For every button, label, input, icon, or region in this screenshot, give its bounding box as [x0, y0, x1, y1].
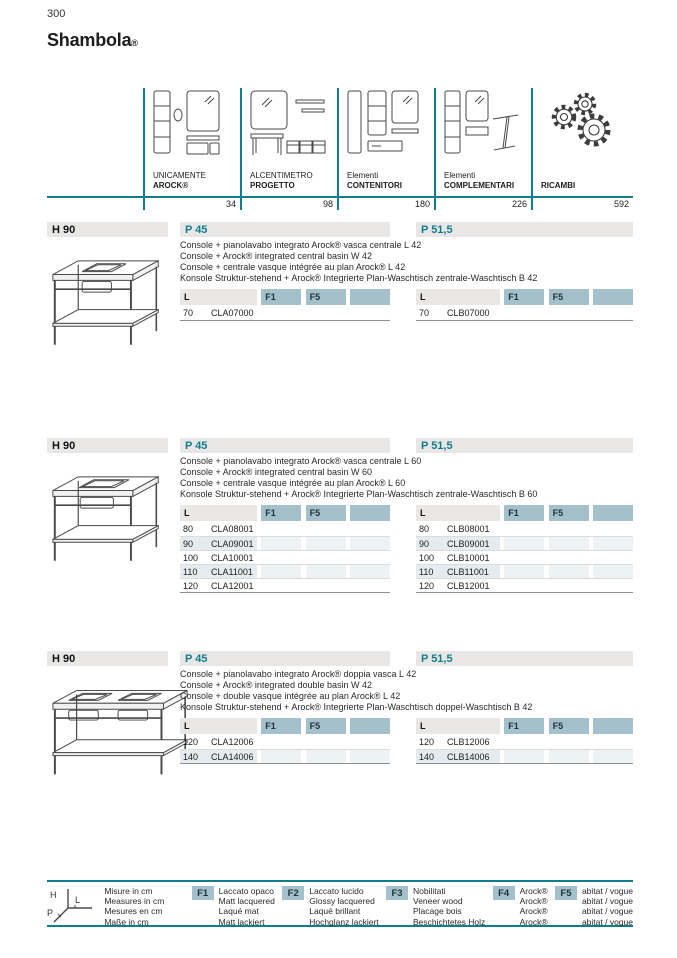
- size-code-table-p45: [180, 505, 390, 593]
- f1-cell: [504, 579, 544, 592]
- table-header-row: [180, 505, 390, 521]
- blank-cell: [350, 306, 390, 320]
- axis-label-l: L: [75, 895, 81, 905]
- size-value: 100: [183, 552, 199, 563]
- col-header-f1: F1: [504, 505, 544, 521]
- blank-cell: [593, 750, 633, 763]
- f5-cell: [549, 579, 589, 592]
- finish-line: abitat / vogue: [581, 896, 633, 907]
- table-row: [416, 536, 633, 550]
- table-header-row: [416, 718, 633, 734]
- table-row: [416, 550, 633, 564]
- finish-line: Laccato opaco: [218, 886, 274, 896]
- product-code: CLB14006: [447, 751, 490, 762]
- finish-f5: [555, 886, 633, 927]
- description-de: Konsole Struktur-stehend + Arock® Integrierte Plan-Waschtisch doppel-Waschtisch B 42: [180, 702, 533, 712]
- product-code: CLA11001: [211, 566, 253, 577]
- depth-515-header: P 51,5: [416, 438, 633, 453]
- finish-line: Matt lacquered: [218, 896, 275, 907]
- col-header-f5: F5: [549, 718, 589, 734]
- size-code-table-p45: [180, 289, 390, 321]
- f1-cell: [261, 537, 301, 550]
- f5-cell: [306, 522, 346, 536]
- table-row: [416, 578, 633, 592]
- index-item-ricambi[interactable]: [531, 88, 633, 210]
- table-header-row: [416, 505, 633, 521]
- measures-en: Measures in cm: [104, 896, 165, 907]
- f5-cell: [306, 537, 346, 550]
- product-code: CLA12006: [211, 737, 254, 747]
- finish-line: Matt lackiert: [218, 916, 265, 927]
- index-label-line2: RICAMBI: [541, 180, 576, 190]
- col-header-f5: F5: [306, 289, 346, 305]
- col-header-blank: [593, 289, 633, 305]
- description-en: Console + Arock® integrated central basin W 42: [180, 251, 372, 261]
- table-row: [180, 564, 390, 578]
- blank-cell: [350, 579, 390, 592]
- catalog-index-strip: [47, 88, 633, 210]
- product-code: CLA14006: [211, 751, 254, 762]
- col-header-f1: F1: [504, 289, 544, 305]
- f1-cell: [261, 735, 301, 749]
- table-row: [180, 522, 390, 536]
- finish-line: abitat / vogue: [581, 886, 633, 896]
- gears-icon: [541, 90, 633, 160]
- col-header-f1: F1: [261, 289, 301, 305]
- product-code: CLB12001: [447, 580, 490, 591]
- finish-line: abitat / vogue: [581, 906, 633, 917]
- size-value: 100: [419, 552, 435, 563]
- size-code-table-p515: [416, 505, 633, 593]
- table-row: [180, 550, 390, 564]
- index-label-line2: COMPLEMENTARI: [444, 180, 515, 190]
- col-header-blank: [593, 718, 633, 734]
- col-header-f5: F5: [306, 505, 346, 521]
- table-row: [180, 536, 390, 550]
- dimension-axes-diagram: [47, 886, 97, 924]
- col-header-l: L: [416, 289, 500, 305]
- finish-f1: [192, 886, 275, 927]
- page-number: 300: [47, 8, 66, 20]
- blank-cell: [593, 551, 633, 564]
- finish-line: Veneer wood: [413, 896, 463, 907]
- product-code: CLB07000: [447, 308, 490, 318]
- finish-line: Laccato lucido: [309, 886, 364, 896]
- description-it: Console + pianolavabo integrato Arock® vasca centrale L 60: [180, 456, 422, 466]
- table-row: [180, 749, 390, 763]
- index-page-number[interactable]: 180: [414, 199, 430, 209]
- col-header-l: L: [416, 505, 500, 521]
- index-page-number[interactable]: 226: [511, 199, 527, 209]
- product-code: CLA10001: [211, 552, 254, 563]
- finish-line: Laqué mat: [218, 906, 259, 917]
- index-label-line2: CONTENITORI: [347, 180, 402, 190]
- finish-line: Hochglanz lackiert: [309, 916, 379, 927]
- col-header-blank: [350, 718, 390, 734]
- col-header-f1: F1: [504, 718, 544, 734]
- f1-cell: [261, 579, 301, 592]
- index-label-line1: Elementi: [444, 171, 476, 180]
- console-single-basin-drawing: [47, 456, 169, 568]
- depth-45-header: P 45: [180, 651, 390, 666]
- product-code: CLA09001: [211, 538, 254, 549]
- finish-line: Nobilitati: [413, 886, 446, 896]
- index-item-unicamente-arock[interactable]: [143, 88, 240, 210]
- finish-badge-f4: F4: [493, 886, 515, 900]
- table-row: [416, 564, 633, 578]
- col-header-f1: F1: [261, 718, 301, 734]
- blank-cell: [593, 537, 633, 550]
- size-value: 120: [183, 737, 199, 747]
- col-header-l: L: [180, 505, 257, 521]
- height-label: H 90: [47, 651, 168, 666]
- column-mirror-side-table-icon: [444, 90, 531, 160]
- description-de: Konsole Struktur-stehend + Arock® Integrierte Plan-Waschtisch zentrale-Waschtisch B 42: [180, 273, 538, 283]
- finish-badge-f1: F1: [192, 886, 214, 900]
- depth-45-header: P 45: [180, 438, 390, 453]
- description-it: Console + pianolavabo integrato Arock® doppia vasca L 42: [180, 669, 417, 679]
- size-value: 70: [183, 308, 194, 318]
- axis-label-h: H: [50, 890, 57, 900]
- index-page-number[interactable]: 98: [322, 199, 333, 209]
- index-label-line1: ALCENTIMETRO: [250, 171, 313, 180]
- size-code-table-p45: [180, 718, 390, 764]
- table-row: [416, 749, 633, 763]
- f1-cell: [504, 537, 544, 550]
- f1-cell: [504, 306, 544, 320]
- index-label-line1: UNICAMENTE: [153, 171, 206, 180]
- f5-cell: [306, 735, 346, 749]
- measures-de: Maße in cm: [104, 916, 149, 927]
- finish-line: Arock®: [519, 906, 548, 917]
- size-value: 140: [183, 751, 199, 762]
- measures-it: Misure in cm: [104, 886, 153, 896]
- table-header-row: [180, 289, 390, 305]
- axis-label-p: P: [47, 908, 54, 918]
- registered-mark: ®: [131, 38, 138, 48]
- blank-cell: [350, 537, 390, 550]
- finish-badge-f5: F5: [555, 886, 577, 900]
- size-value: 120: [183, 580, 199, 591]
- f5-cell: [306, 551, 346, 564]
- index-item-elementi-contenitori[interactable]: [337, 88, 434, 210]
- f1-cell: [504, 735, 544, 749]
- description-it: Console + pianolavabo integrato Arock® vasca centrale L 42: [180, 240, 422, 250]
- size-value: 120: [419, 580, 435, 591]
- table-row: [180, 735, 390, 749]
- storage-units-icon: [347, 90, 434, 160]
- product-section-single-basin-60: [47, 438, 633, 593]
- f1-cell: [504, 750, 544, 763]
- f5-cell: [549, 750, 589, 763]
- product-section-double-basin: [47, 651, 633, 786]
- col-header-f1: F1: [261, 505, 301, 521]
- size-value: 80: [183, 524, 194, 534]
- index-label-line1: Elementi: [347, 171, 379, 180]
- size-value: 90: [419, 538, 430, 549]
- size-value: 110: [419, 566, 434, 577]
- blank-cell: [350, 750, 390, 763]
- product-code: CLA12001: [211, 580, 254, 591]
- product-description: [180, 669, 533, 713]
- index-item-alcentimetro-progetto[interactable]: [240, 88, 337, 210]
- f5-cell: [549, 522, 589, 536]
- table-row: [416, 306, 633, 320]
- f5-cell: [549, 306, 589, 320]
- depth-515-header: P 51,5: [416, 651, 633, 666]
- f5-cell: [549, 565, 589, 578]
- f5-cell: [306, 579, 346, 592]
- finish-line: Arock®: [519, 916, 548, 927]
- product-description: [180, 456, 538, 500]
- description-fr: Console + centrale vasque intégrée au plan Arock® L 60: [180, 478, 406, 488]
- col-header-f5: F5: [306, 718, 346, 734]
- index-label-line2: PROGETTO: [250, 180, 295, 190]
- f1-cell: [504, 551, 544, 564]
- size-value: 90: [183, 538, 194, 549]
- size-code-table-p515: [416, 289, 633, 321]
- product-code: CLB09001: [447, 538, 490, 549]
- col-header-blank: [350, 505, 390, 521]
- tall-cabinet-mirror-washbasin-icon: [153, 90, 240, 160]
- mirror-console-drawers-icon: [250, 90, 337, 160]
- f5-cell: [549, 735, 589, 749]
- index-page-number[interactable]: 34: [225, 199, 236, 209]
- f1-cell: [504, 565, 544, 578]
- f1-cell: [261, 306, 301, 320]
- f5-cell: [306, 565, 346, 578]
- col-header-l: L: [180, 289, 257, 305]
- finish-line: Arock®: [519, 886, 548, 896]
- console-single-basin-drawing: [47, 240, 169, 352]
- height-label: H 90: [47, 222, 168, 237]
- blank-cell: [593, 522, 633, 536]
- f5-cell: [549, 537, 589, 550]
- measures-fr: Mesures en cm: [104, 906, 163, 917]
- finish-line: Arock®: [519, 896, 548, 907]
- legend-footer: [47, 880, 633, 927]
- blank-cell: [350, 735, 390, 749]
- product-family-name: Shambola: [47, 30, 132, 50]
- description-en: Console + Arock® integrated double basin W 42: [180, 680, 372, 690]
- col-header-l: L: [416, 718, 500, 734]
- finish-line: Beschichtetes Holz: [413, 916, 486, 927]
- finish-line: Glossy lacquered: [309, 896, 375, 907]
- depth-515-header: P 51,5: [416, 222, 633, 237]
- blank-cell: [593, 306, 633, 320]
- blank-cell: [350, 551, 390, 564]
- console-double-basin-drawing: [47, 669, 197, 781]
- finish-line: Laqué brillant: [309, 906, 361, 917]
- product-code: CLB12006: [447, 737, 490, 747]
- col-header-blank: [350, 289, 390, 305]
- index-label-line2: AROCK®: [153, 180, 189, 190]
- blank-cell: [593, 579, 633, 592]
- f1-cell: [261, 522, 301, 536]
- measures-note: [104, 886, 184, 927]
- f1-cell: [261, 750, 301, 763]
- col-header-l: L: [180, 718, 257, 734]
- product-code: CLB10001: [447, 552, 490, 563]
- table-row: [180, 578, 390, 592]
- finish-f2: [282, 886, 378, 927]
- size-value: 70: [419, 308, 430, 318]
- f5-cell: [306, 750, 346, 763]
- f1-cell: [261, 551, 301, 564]
- size-code-table-p515: [416, 718, 633, 764]
- blank-cell: [350, 522, 390, 536]
- blank-cell: [350, 565, 390, 578]
- finish-f3: [386, 886, 485, 927]
- description-de: Konsole Struktur-stehend + Arock® Integrierte Plan-Waschtisch zentrale-Waschtisch B 60: [180, 489, 538, 499]
- col-header-blank: [593, 505, 633, 521]
- product-code: CLB08001: [447, 524, 490, 534]
- depth-45-header: P 45: [180, 222, 390, 237]
- table-header-row: [416, 289, 633, 305]
- table-row: [416, 735, 633, 749]
- page-title: [47, 30, 633, 51]
- product-code: CLA07000: [211, 308, 254, 318]
- blank-cell: [593, 735, 633, 749]
- product-code: CLA08001: [211, 524, 254, 534]
- height-label: H 90: [47, 438, 168, 453]
- product-description: [180, 240, 538, 284]
- f1-cell: [504, 522, 544, 536]
- index-item-elementi-complementari[interactable]: [434, 88, 531, 210]
- description-fr: Console + double vasque intégrée au plan Arock® L 42: [180, 691, 401, 701]
- finish-badge-f2: F2: [282, 886, 304, 900]
- f1-cell: [261, 565, 301, 578]
- finish-line: abitat / vogue: [581, 916, 633, 927]
- size-value: 80: [419, 524, 430, 534]
- size-value: 120: [419, 737, 435, 747]
- blank-cell: [593, 565, 633, 578]
- f5-cell: [306, 306, 346, 320]
- product-code: CLB11001: [447, 566, 489, 577]
- table-row: [180, 306, 390, 320]
- finish-line: Placage bois: [413, 906, 462, 917]
- description-en: Console + Arock® integrated central basin W 60: [180, 467, 372, 477]
- finish-f4: [493, 886, 548, 927]
- table-header-row: [180, 718, 390, 734]
- size-value: 140: [419, 751, 435, 762]
- product-section-single-basin-42: [47, 222, 633, 357]
- index-page-number[interactable]: 592: [613, 199, 629, 209]
- col-header-f5: F5: [549, 289, 589, 305]
- table-row: [416, 522, 633, 536]
- col-header-f5: F5: [549, 505, 589, 521]
- size-value: 110: [183, 566, 198, 577]
- description-fr: Console + centrale vasque intégrée au plan Arock® L 42: [180, 262, 406, 272]
- f5-cell: [549, 551, 589, 564]
- finish-badge-f3: F3: [386, 886, 408, 900]
